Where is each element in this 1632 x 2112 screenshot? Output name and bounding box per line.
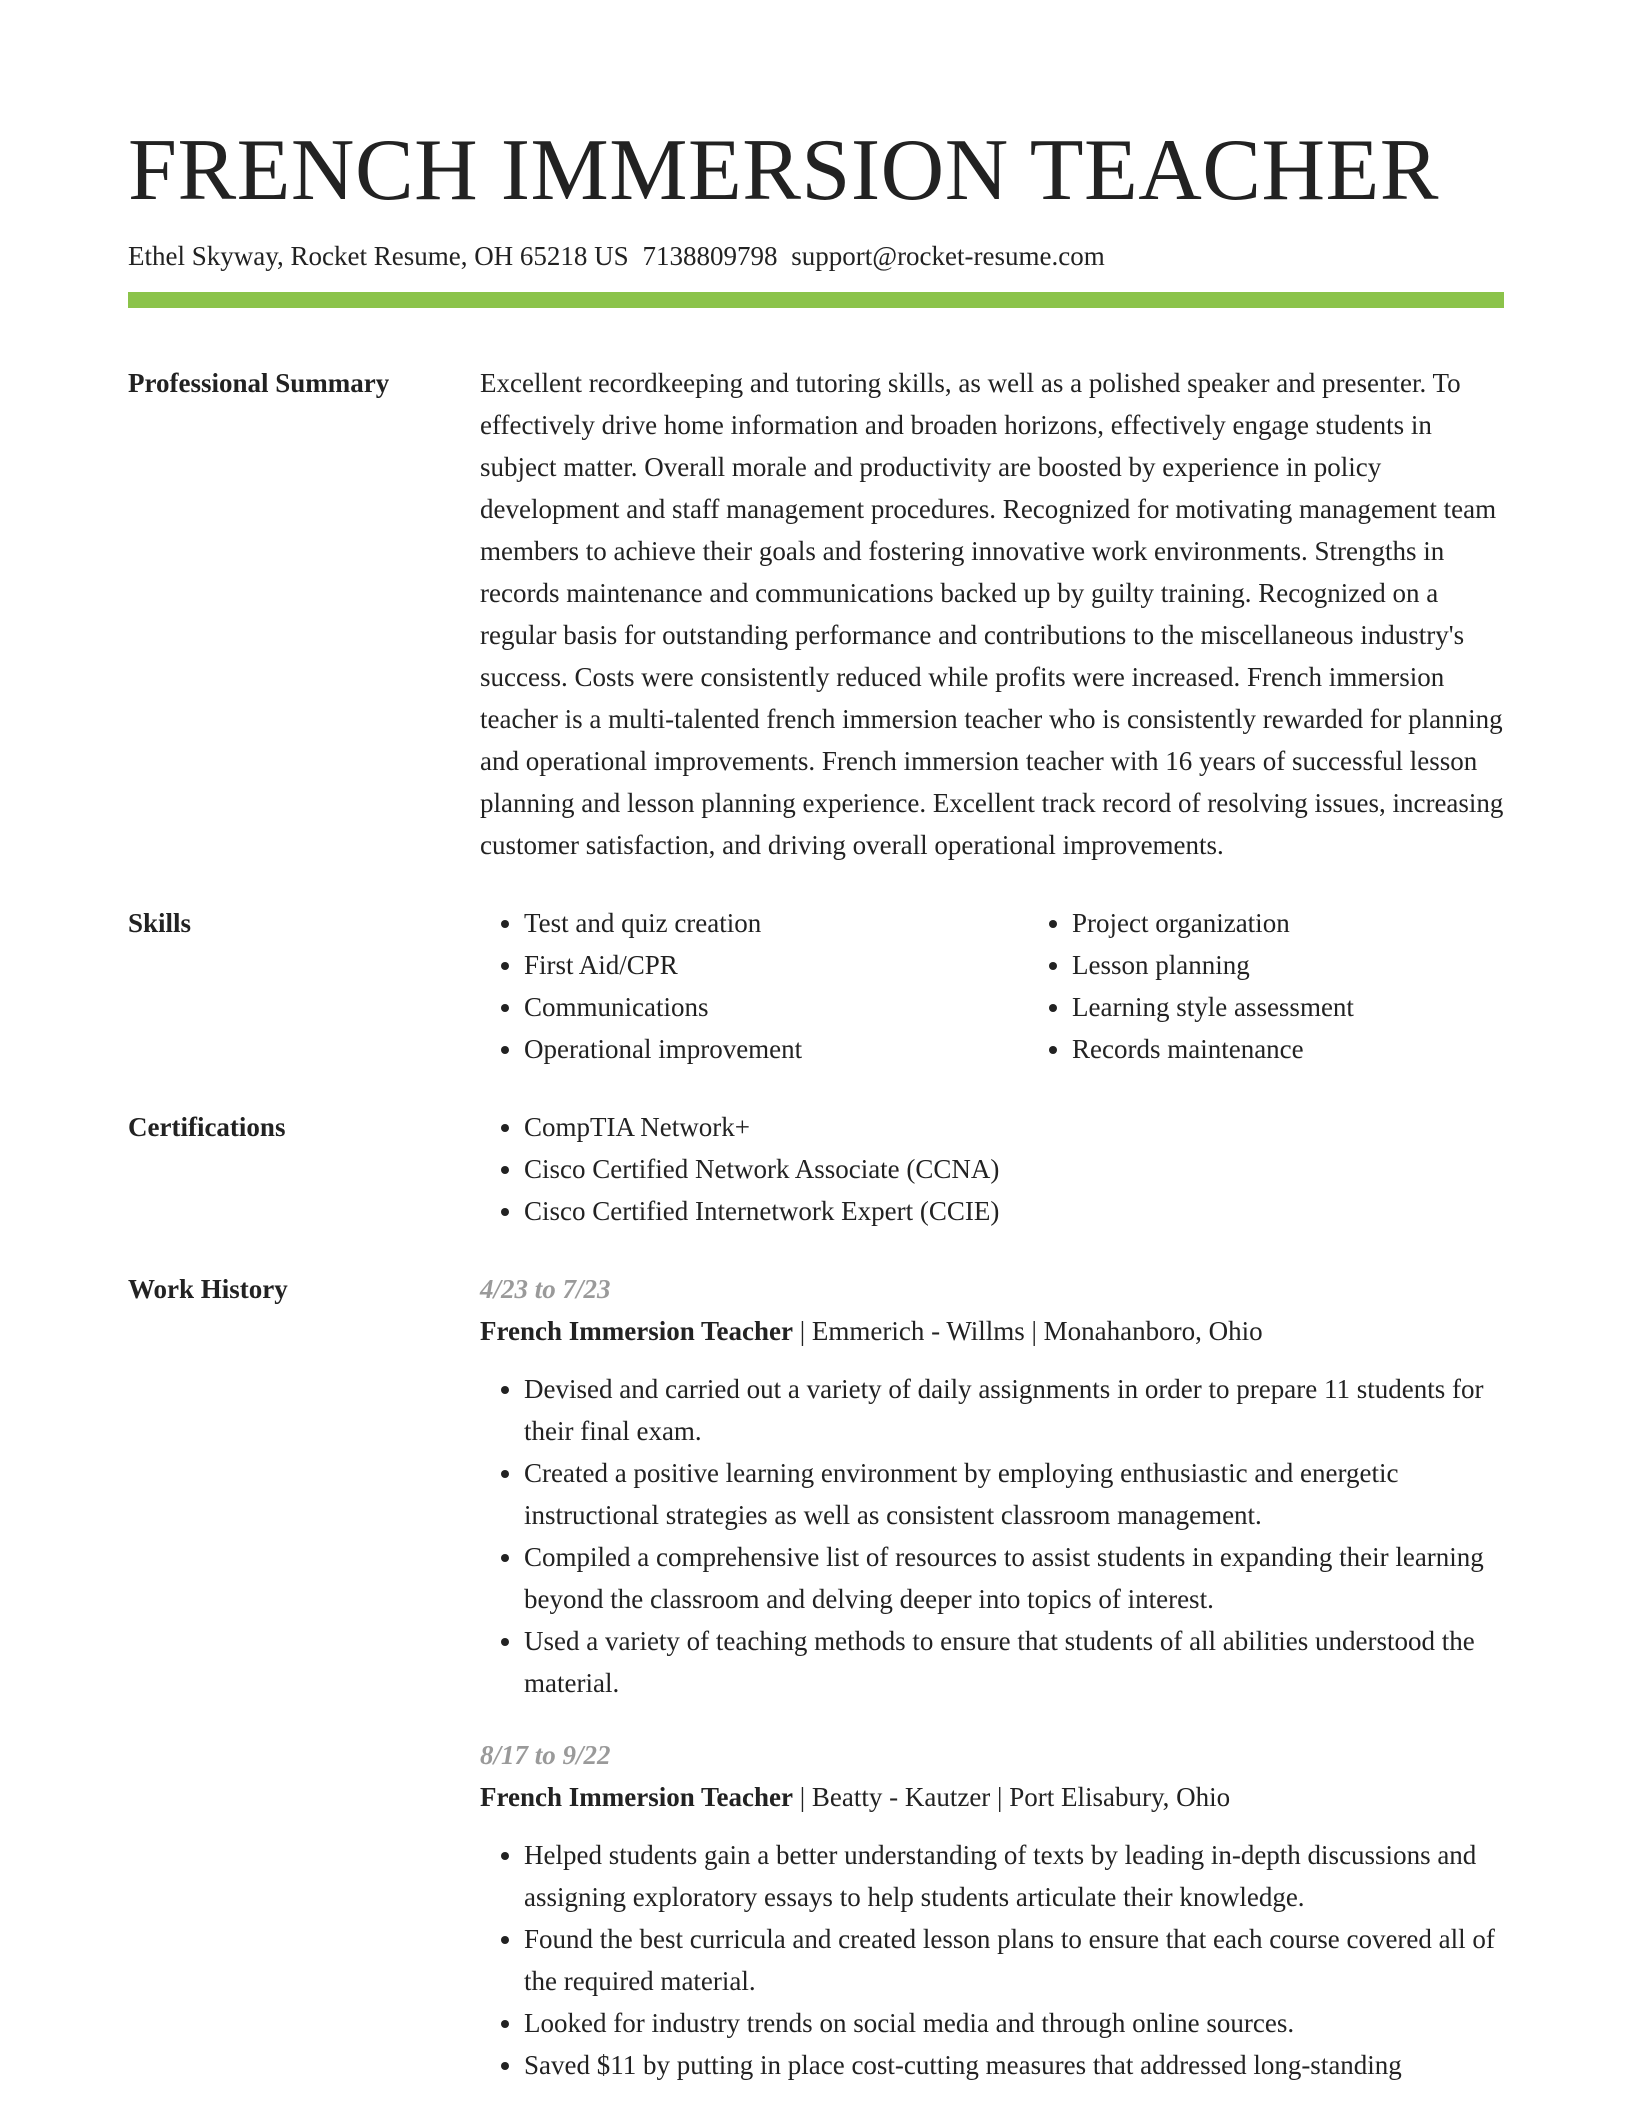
skills-heading: Skills (128, 908, 192, 938)
skill-item: • Records maintenance (1072, 1028, 1592, 1070)
work-history-section (128, 1268, 1504, 2086)
summary-text: Excellent recordkeeping and tutoring skills, as well as a polished speaker and presenter. To effectively drive home information and broaden horizons, effectively engage students in subject matter. Overall morale and productivity are boosted by experience in policy development and staff management procedures. Recognized for motivating management team members to achieve their goals and fostering innovative work environments. Strengths in records maintenance and communications backed up by guilty training. Recognized on a regular basis for outstanding performance and contributions to the miscellaneous industry's success. Costs were consistently reduced while profits were increased. French immersion teacher is a multi-talented french immersion teacher who is consistently rewarded for planning and operational improvements. French immersion teacher with 16 years of successful lesson planning and lesson planning experience. Excellent track record of resolving issues, increasing customer satisfaction, and driving overall operational improvements. (480, 368, 1504, 860)
certification-item: • CompTIA Network+ (524, 1106, 1504, 1148)
skill-item: • First Aid/CPR (524, 944, 1028, 986)
skill-item: • Learning style assessment (1072, 986, 1592, 1028)
skill-item: • Project organization (1072, 902, 1592, 944)
skill-item: • Operational improvement (524, 1028, 1028, 1070)
skills-list-left (480, 902, 1028, 1070)
header-divider (128, 292, 1504, 308)
skill-item: • Test and quiz creation (524, 902, 1028, 944)
summary-section (128, 362, 1504, 866)
skills-section (128, 902, 1504, 1070)
skill-item: • Lesson planning (1072, 944, 1592, 986)
job-entry (480, 1268, 1504, 1704)
job-heading: French Immersion Teacher | Beatty - Kautzer | Port Elisabury, Ohio (480, 1782, 1231, 1812)
job-bullet: • Created a positive learning environment by employing enthusiastic and energetic instructional strategies as well as consistent classroom management. (524, 1452, 1504, 1536)
job-bullet: • Used a variety of teaching methods to ensure that students of all abilities understood the material. (524, 1620, 1504, 1704)
job-bullets (480, 1834, 1504, 2086)
skills-list-right (1028, 902, 1592, 1070)
contact-address: Ethel Skyway, Rocket Resume, OH 65218 US (128, 241, 629, 271)
resume-name: FRENCH IMMERSION TEACHER (128, 122, 1439, 219)
job-heading: French Immersion Teacher | Emmerich - Willms | Monahanboro, Ohio (480, 1316, 1263, 1346)
contact-phone: 7138809798 (642, 241, 778, 271)
job-location: Port Elisabury, Ohio (1009, 1782, 1231, 1812)
job-bullet: • Looked for industry trends on social media and through online sources. (524, 2002, 1504, 2044)
job-bullet: • Helped students gain a better understanding of texts by leading in-depth discussions and assigning exploratory essays to help students articulate their knowledge. (524, 1834, 1504, 1918)
job-location: Monahanboro, Ohio (1043, 1316, 1263, 1346)
job-company: Emmerich - Willms (811, 1316, 1025, 1346)
job-company: Beatty - Kautzer (811, 1782, 991, 1812)
certifications-heading: Certifications (128, 1112, 286, 1142)
job-dates: 4/23 to 7/23 (480, 1274, 611, 1304)
job-bullet: • Compiled a comprehensive list of resources to assist students in expanding their learning beyond the classroom and delving deeper into topics of interest. (524, 1536, 1504, 1620)
job-bullet: • Devised and carried out a variety of daily assignments in order to prepare 11 students for their final exam. (524, 1368, 1504, 1452)
work-history-heading: Work History (128, 1274, 288, 1304)
job-bullet: • Found the best curricula and created lesson plans to ensure that each course covered all of the required material. (524, 1918, 1504, 2002)
certification-item: • Cisco Certified Internetwork Expert (CCIE) (524, 1190, 1504, 1232)
certifications-section (128, 1106, 1504, 1232)
job-entry (480, 1734, 1504, 2086)
summary-heading: Professional Summary (128, 368, 390, 398)
job-title: French Immersion Teacher (480, 1782, 793, 1812)
contact-line (128, 238, 1504, 274)
job-bullet: • Saved $11 by putting in place cost-cutting measures that addressed long-standing (524, 2044, 1504, 2086)
certification-item: • Cisco Certified Network Associate (CCNA) (524, 1148, 1504, 1190)
job-bullets (480, 1368, 1504, 1704)
skill-item: • Communications (524, 986, 1028, 1028)
certifications-list (480, 1106, 1504, 1232)
job-dates: 8/17 to 9/22 (480, 1740, 611, 1770)
contact-email: support@rocket-resume.com (791, 241, 1105, 271)
job-title: French Immersion Teacher (480, 1316, 793, 1346)
